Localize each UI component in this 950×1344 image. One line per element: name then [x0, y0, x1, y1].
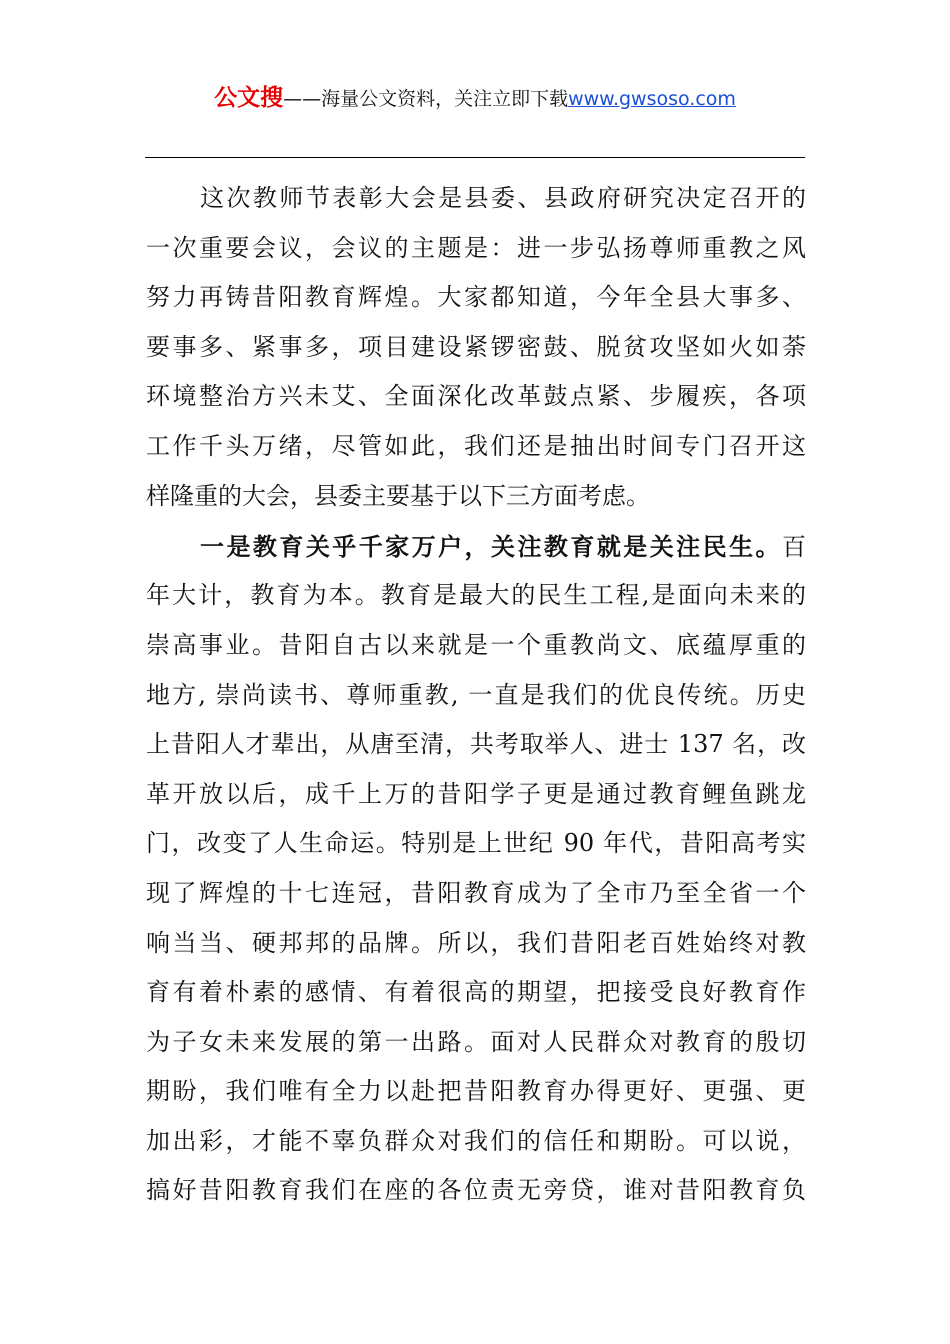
paragraph-1 — [146, 174, 806, 521]
text-line: 样隆重的大会，县委主要基于以下三方面考虑。 — [146, 481, 650, 510]
text-line: 期盼，我们唯有全力以赴把昔阳教育办得更好、更强、更 — [146, 1077, 806, 1106]
paragraph-2 — [146, 522, 806, 1216]
text-line: 这次教师节表彰大会是县委、县政府研究决定召开的 — [200, 184, 806, 212]
brand-name: 公文搜 — [214, 85, 284, 111]
paragraph-lead-bold: 一是教育关乎千家万户，关注教育就是关注民生。 — [200, 531, 782, 561]
text-line: 育有着朴素的感情、有着很高的期望，把接受良好教育作 — [146, 978, 806, 1007]
text-line: 崇高事业。昔阳自古以来就是一个重教尚文、底蕴厚重的 — [146, 630, 806, 659]
text-line: 努力再铸昔阳教育辉煌。大家都知道，今年全县大事多、 — [146, 283, 806, 312]
text-line: 一次重要会议，会议的主题是：进一步弘扬尊师重教之风 — [146, 233, 806, 262]
text-line: 门，改变了人生命运。特别是上世纪 90 年代，昔阳高考实 — [146, 829, 806, 858]
text-line: 加出彩，才能不辜负群众对我们的信任和期盼。可以说， — [146, 1126, 806, 1155]
document-body — [146, 174, 806, 1216]
text-line: 上昔阳人才辈出，从唐至清，共考取举人、进士 137 名，改 — [146, 730, 806, 759]
text-line: 年大计，教育为本。教育是最大的民生工程,是面向未来的 — [146, 581, 806, 610]
text-line: 革开放以后，成千上万的昔阳学子更是通过教育鲤鱼跳龙 — [146, 779, 806, 808]
text-line: 要事多、紧事多，项目建设紧锣密鼓、脱贫攻坚如火如荼 — [146, 332, 806, 361]
text-line: 环境整治方兴未艾、全面深化改革鼓点紧、步履疾，各项 — [146, 382, 806, 411]
text-line: 响当当、硬邦邦的品牌。所以，我们昔阳老百姓始终对教 — [146, 928, 806, 957]
header-tagline: ——海量公文资料，关注立即下载 — [283, 88, 569, 110]
header-divider — [145, 157, 805, 158]
site-link[interactable]: www.gwsoso.com — [568, 88, 736, 110]
text-line: 搞好昔阳教育我们在座的各位责无旁贷，谁对昔阳教育负 — [146, 1176, 806, 1205]
text-line: 工作千头万绪，尽管如此，我们还是抽出时间专门召开这 — [146, 431, 806, 460]
text-line: 现了辉煌的十七连冠，昔阳教育成为了全市乃至全省一个 — [146, 878, 806, 907]
text-line: 地方, 崇尚读书、尊师重教, 一直是我们的优良传统。历史 — [146, 680, 806, 709]
page-header — [0, 84, 950, 113]
text-line: 为子女未来发展的第一出路。面对人民群众对教育的殷切 — [146, 1027, 806, 1056]
text-line — [146, 522, 806, 572]
paragraph-lead-rest: 百 — [782, 532, 806, 561]
